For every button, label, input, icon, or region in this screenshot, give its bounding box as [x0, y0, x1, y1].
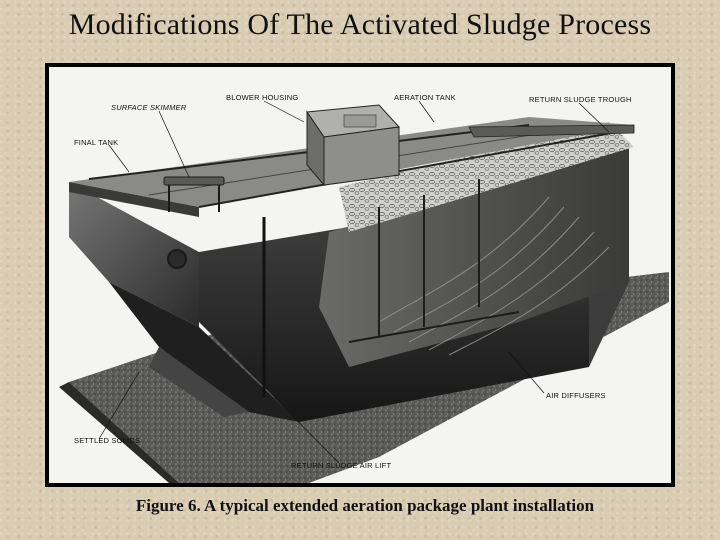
figure-frame [45, 63, 675, 487]
label-return-sludge-air-lift: RETURN SLUDGE AIR LIFT [291, 461, 392, 470]
label-surface-skimmer: SURFACE SKIMMER [111, 103, 187, 112]
label-air-diffusers: AIR DIFFUSERS [546, 391, 606, 400]
label-aeration-tank: AERATION TANK [394, 93, 456, 102]
slide-title: Modifications Of The Activated Sludge Process [68, 8, 652, 41]
figure-caption: Figure 6. A typical extended aeration package plant installation [135, 496, 595, 515]
package-plant-drawing [49, 67, 671, 483]
plant-illustration [49, 67, 671, 483]
label-final-tank: FINAL TANK [74, 138, 119, 147]
label-settled-solids: SETTLED SOLIDS [74, 436, 141, 445]
blower-housing [307, 105, 399, 185]
label-return-sludge-trough: RETURN SLUDGE TROUGH [529, 95, 632, 104]
label-blower-housing: BLOWER HOUSING [226, 93, 299, 102]
